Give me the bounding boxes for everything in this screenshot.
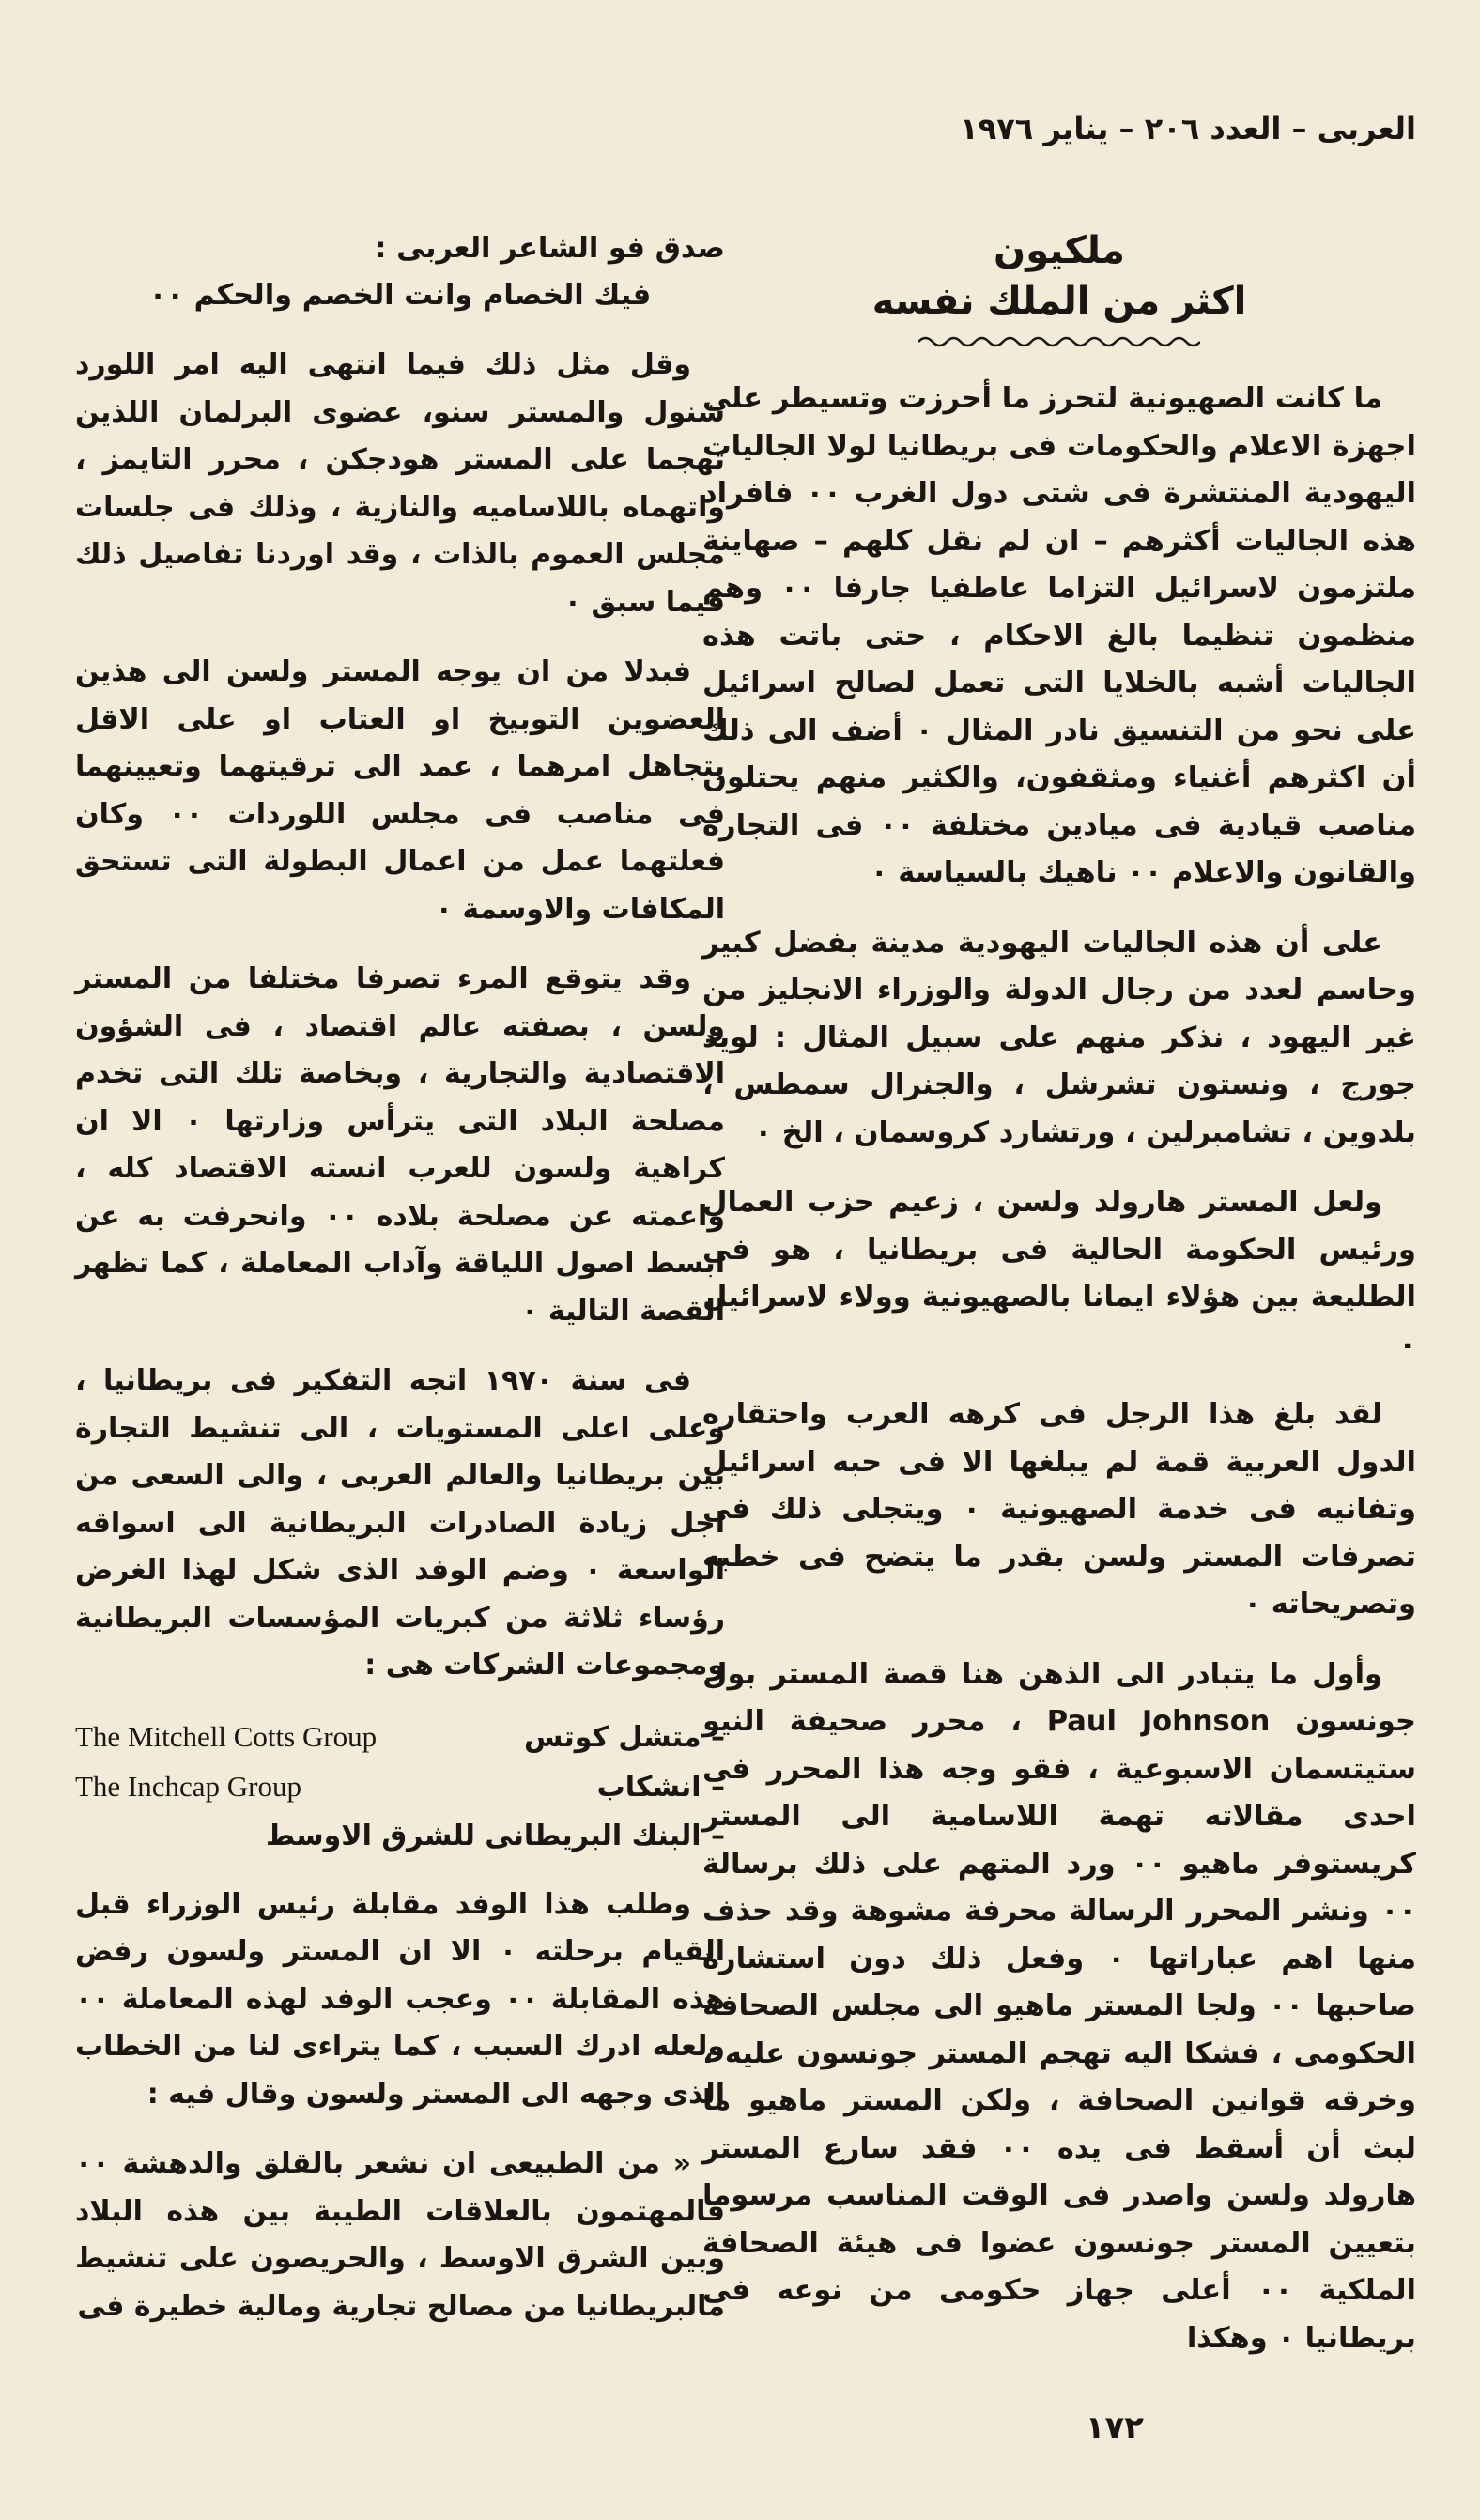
article-paragraph: وقل مثل ذلك فيما انتهى اليه امر اللورد شنول والمستر سنو، عضوى البرلمان اللذين تهجما على المستر هودجكن ، محرر التايمز ، واتهماه باللاساميه والنازية ، وذلك فى جلسات مجلس العموم بالذات ، وقد اوردنا تفاصيل ذلك فيما سبق ٠ — [75, 348, 725, 619]
list-item — [75, 1762, 725, 1812]
article-paragraph: وأول ما يتبادر الى الذهن هنا قصة المستر بول جونسون Paul Johnson ، محرر صحيفة النيو ستيتسمان الاسبوعية ، فقو وجه هذا المحرر فى احدى مقالاته تهمة اللاسامية الى المستر كريستوفر ماهيو ٠٠ ورد المتهم على ذلك برسالة ٠٠ ونشر المحرر الرسالة محرفة مشوهة وقد حذف منها اهم عباراتها ٠ وفعل ذلك دون استشارة صاحبها ٠٠ ولجا المستر ماهيو الى مجلس الصحافة الحكومى ، فشكا اليه تهجم المستر جونسون عليه ، وخرقه قوانين الصحافة ، ولكن المستر ماهيو ما لبث أن أسقط فى يده ٠٠ فقد سارع المستر هارولد ولسن واصدر فى الوقت المناسب مرسوما بتعيين المستر جونسون عضوا فى هيئة الصحافة الملكية ٠٠ أعلى جهاز حكومى من نوعه فى بريطانيا ٠ وهكذا — [702, 1657, 1416, 2355]
article-paragraph: فبدلا من ان يوجه المستر ولسن الى هذين العضوين التوبيخ او العتاب او على الاقل يتجاهل امرهما ، عمد الى ترقيتهما وتعيينهما فى مناصب فى مجلس اللوردات ٠٠ وكان فعلتهما عمل من اعمال البطولة التى تستحق المكافات والاوسمة ٠ — [75, 655, 725, 926]
running-head: العربى – العدد ٢٠٦ – يناير ١٩٧٦ — [960, 111, 1416, 146]
article-paragraph: فى سنة ١٩٧٠ اتجه التفكير فى بريطانيا ، وعلى اعلى المستويات ، الى تنشيط التجارة بين بريطانيا والعالم العربى ، والى السعى من اجل زيادة الصادرات البريطانية الى اسواقه الواسعة ٠ وضم الوفد الذى شكل لهذا الغرض رؤساء ثلاثة من كبريات المؤسسات البريطانية ومجموعات الشركات هى : — [75, 1364, 726, 1682]
article-paragraph: لقد بلغ هذا الرجل فى كرهه العرب واحتقاره الدول العربية قمة لم يبلغها الا فى حبه اسرائيل وتفانيه فى خدمة الصهيونية ٠ ويتجلى ذلك فى تصرفات المستر ولسن بقدر ما يتضح فى خطبه وتصريحاته ٠ — [702, 1398, 1417, 1621]
verse-line: فيك الخصام وانت الخصم والحكم ٠٠ — [148, 279, 652, 312]
company-list — [75, 1713, 725, 1861]
company-name-arabic: – البنك البريطانى للشرق الاوسط — [266, 1819, 725, 1852]
page-number: ١٧٢ — [1085, 2409, 1144, 2447]
list-item — [75, 1812, 725, 1861]
verse-intro: صدق فو الشاعر العربى : — [375, 232, 725, 265]
article-title-line1: ملكيون — [994, 229, 1125, 272]
article-paragraph: وطلب هذا الوفد مقابلة رئيس الوزراء قبل القيام برحلته ٠ الا ان المستر ولسون رفض هذه المقابلة ٠٠ وعجب الوفد لهذه المعاملة ٠٠ ولعله ادرك السبب ، كما يتراءى لنا من الخطاب الذى وجهه الى المستر ولسون وقال فيه : — [75, 1887, 725, 2111]
company-name-english: The Inchcap Group — [75, 1769, 302, 1803]
article-paragraph: وقد يتوقع المرء تصرفا مختلفا من المستر ولسن ، بصفته عالم اقتصاد ، فى الشؤون الاقتصادية والتجارية ، وبخاصة تلك التى تخدم مصلحة البلاد التى يترأس وزارتها ٠ الا ان كراهية ولسون للعرب انسته الاقتصاد كله ، واعمته عن مصلحة بلاده ٠٠ وانحرفت به عن ابسط اصول اللياقة وآداب المعاملة ، كما تظهر القصة التالية ٠ — [75, 962, 725, 1328]
company-name-arabic: – انشكاب — [596, 1770, 725, 1804]
company-name-english: The Mitchell Cotts Group — [75, 1719, 378, 1753]
left-column — [75, 225, 725, 2353]
article-paragraph: على أن هذه الجاليات اليهودية مدينة بفضل كبير وحاسم لعدد من رجال الدولة والوزراء الانجليز من غير اليهود ، نذكر منهم على سبيل المثال : لويد جورج ، ونستون تشرشل ، والجنرال سمطس ، بلدوين ، تشامبرلين ، ورتشارد كروسمان ، الخ ٠ — [702, 926, 1416, 1149]
article-paragraph: ولعل المستر هارولد ولسن ، زعيم حزب العمال ورئيس الحكومة الحالية فى بريطانيا ، هو فى الطليعة بين هؤلاء ايمانا بالصهيونية وولاء لاسرائيل ٠ — [702, 1186, 1416, 1361]
right-column — [702, 225, 1416, 2385]
title-wavy-underline — [918, 334, 1200, 349]
article-title-line2: اكثر من الملك نفسه — [871, 280, 1247, 323]
list-item — [75, 1713, 725, 1762]
company-name-arabic: – متشل كوتس — [524, 1720, 725, 1754]
article-paragraph: ما كانت الصهيونية لتحرز ما أحرزت وتسيطر على اجهزة الاعلام والحكومات فى بريطانيا لولا الجاليات اليهودية المنتشرة فى شتى دول الغرب ٠٠ فافراد هذه الجاليات أكثرهم – ان لم نقل كلهم – صهاينة ملتزمون لاسرائيل التزاما عاطفيا جارفا ٠٠ وهم منظمون تنظيما بالغ الاحكام ، حتى باتت هذه الجاليات أشبه بالخلايا التى تعمل لصالح اسرائيل على نحو من التنسيق نادر المثال ٠ أضف الى ذلك أن اكثرهم أغنياء ومثقفون، والكثير منهم يحتلون مناصب قيادية فى ميادين مختلفة ٠٠ فى التجارة والقانون والاعلام ٠٠ ناهيك بالسياسة ٠ — [702, 382, 1417, 889]
quoted-letter-paragraph: « من الطبيعى ان نشعر بالقلق والدهشة ٠٠ فالمهتمون بالعلاقات الطيبة بين هذه البلاد وبين الشرق الاوسط ، والحريصون على تنشيط مالبريطانيا من مصالح تجارية ومالية خطيرة فى — [75, 2147, 725, 2323]
